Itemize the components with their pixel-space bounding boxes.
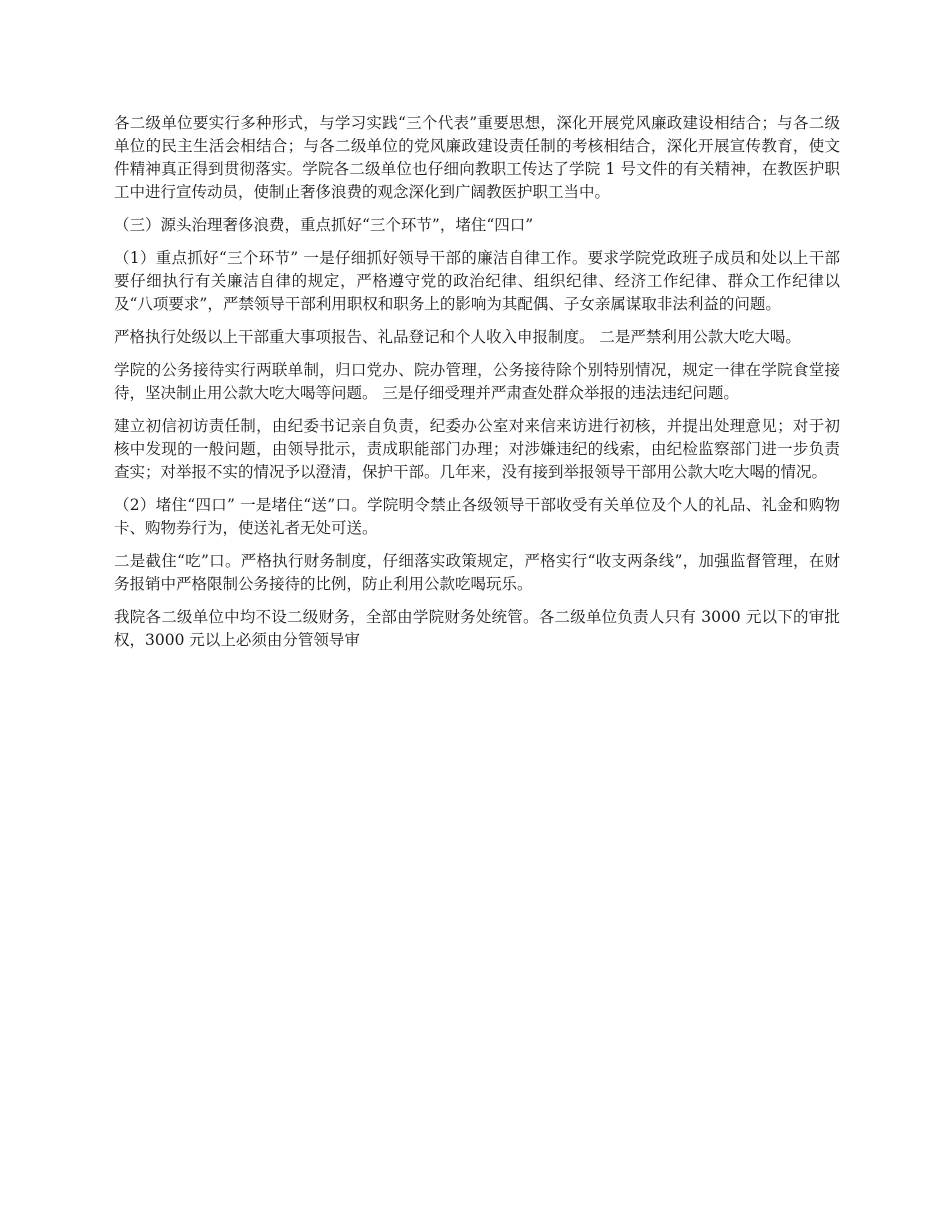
paragraph-finance: 我院各二级单位中均不设二级财务，全部由学院财务处统管。各二级单位负责人只有 3000 元以下的审批权，3000 元以上必须由分管领导审 <box>114 608 840 649</box>
paragraph-reception: 学院的公务接待实行两联单制，归口党办、院办管理，公务接待除个别特别情况，规定一律在学院食堂接待，坚决制止用公款大吃大喝等问题。 三是仔细受理并严肃查处群众举报的违法违纪问题。 <box>114 361 840 402</box>
paragraph-self-discipline: （1）重点抓好“三个环节” 一是仔细抓好领导干部的廉洁自律工作。要求学院党政班子成员和处以上干部要仔细执行有关廉洁自律的规定，严格遵守党的政治纪律、组织纪律、经济工作纪律、群众工作纪律以及“八项要求”，严禁领导干部利用职权和职务上的影响为其配偶、子女亲属谋取非法利益的问题。 <box>114 249 840 313</box>
paragraph-publicity: 各二级单位要实行多种形式，与学习实践“三个代表”重要思想，深化开展党风廉政建设相结合；与各二级单位的民主生活会相结合；与各二级单位的党风廉政建设责任制的考核相结合，深化开展宣传教育，使文件精神真正得到贯彻落实。学院各二级单位也仔细向教职工传达了学院 1 号文件的有关精神，在教医护职工中进行宣传动员，使制止奢侈浪费的观念深化到广阔教医护职工当中。 <box>114 114 840 201</box>
document-page <box>114 112 840 662</box>
section-heading-three-links: （三）源头治理奢侈浪费，重点抓好“三个环节”，堵住“四口” <box>114 216 534 234</box>
paragraph-four-gates-gift: （2）堵住“四口” 一是堵住“送”口。学院明令禁止各级领导干部收受有关单位及个人的礼品、礼金和购物卡、购物券行为，使送礼者无处可送。 <box>114 496 840 537</box>
paragraph-reporting-system: 严格执行处级以上干部重大事项报告、礼品登记和个人收入申报制度。 二是严禁利用公款大吃大喝。 <box>114 328 801 346</box>
paragraph-petition: 建立初信初访责任制，由纪委书记亲自负责，纪委办公室对来信来访进行初核，并提出处理意见；对于初核中发现的一般问题，由领导批示，责成职能部门办理；对涉嫌违纪的线索，由纪检监察部门进一步负责查实；对举报不实的情况予以澄清，保护干部。几年来，没有接到举报领导干部用公款大吃大喝的情况。 <box>114 417 840 481</box>
paragraph-dining: 二是截住“吃”口。严格执行财务制度，仔细落实政策规定，严格实行“收支两条线”，加强监督管理，在财务报销中严格限制公务接待的比例，防止利用公款吃喝玩乐。 <box>114 552 840 593</box>
